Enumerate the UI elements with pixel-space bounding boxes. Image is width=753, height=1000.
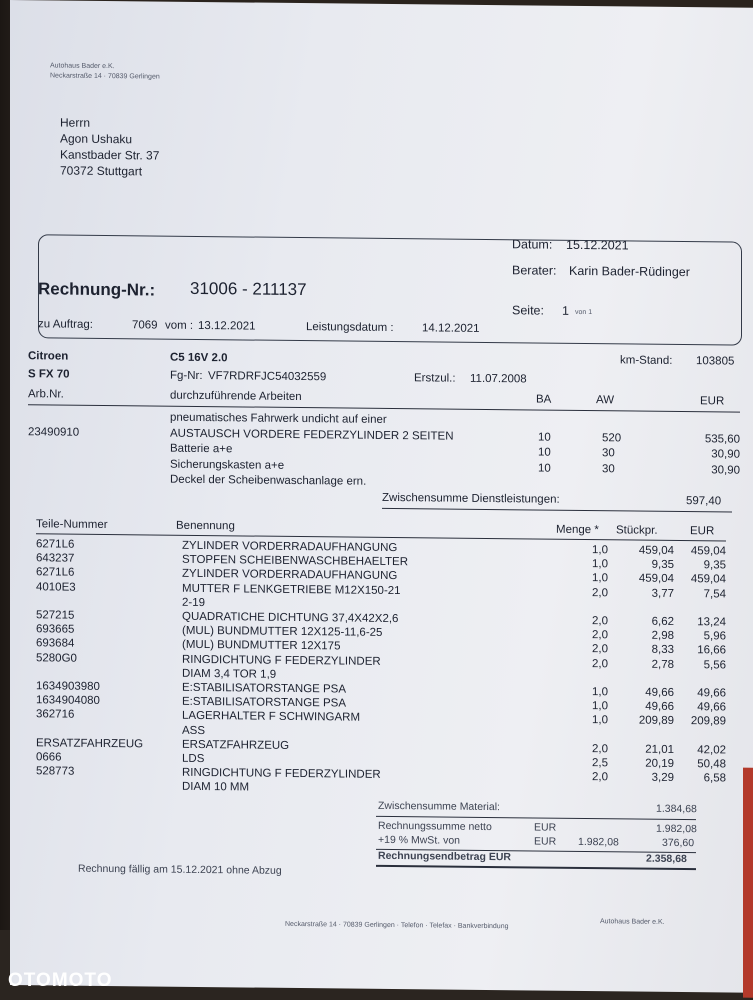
labor-header-rule: [28, 404, 740, 412]
recipient-city: 70372 Stuttgart: [60, 163, 143, 179]
parts-cell-eur: 459,04: [690, 545, 726, 558]
advisor-label: Berater:: [512, 263, 557, 278]
parts-cell-qty: 1,0: [592, 558, 608, 571]
parts-header-name: Benennung: [176, 519, 235, 533]
labor-cell-aw: 30: [602, 462, 615, 475]
parts-cell-qty: 2,0: [592, 657, 608, 670]
parts-cell-qty: 2,0: [592, 586, 608, 599]
parts-cell-name: QUADRATICHE DICHTUNG 37,4X42X2,6: [182, 610, 399, 626]
parts-cell-eur: 49,66: [697, 687, 726, 700]
vat-label: +19 % MwSt. von: [378, 833, 460, 847]
parts-cell-name: E:STABILISATORSTANGE PSA: [182, 695, 347, 710]
labor-cell-ba: 10: [538, 431, 551, 444]
page-suffix: von 1: [575, 308, 593, 317]
invoice-date: 15.12.2021: [566, 237, 629, 253]
labor-header-art: Arb.Nr.: [28, 388, 64, 401]
vat-currency: EUR: [534, 835, 557, 848]
parts-cell-no: 527215: [36, 609, 75, 622]
labor-cell-eur: 30,90: [711, 463, 740, 477]
parts-cell-qty: 1,0: [592, 686, 608, 699]
parts-cell-no: 4010E3: [36, 580, 76, 594]
parts-cell-name: ASS: [182, 724, 206, 737]
labor-cell-desc: pneumatisches Fahrwerk undicht auf einer: [170, 411, 387, 426]
recipient-salutation: Herrn: [60, 115, 91, 130]
parts-cell-qty: 1,0: [592, 700, 608, 713]
footer-line: Neckarstraße 14 · 70839 Gerlingen · Telefon · Telefax · Bankverbindung: [285, 920, 509, 931]
sender-line-2: Neckarstraße 14 · 70839 Gerlingen: [50, 72, 160, 81]
parts-cell-qty: 1,0: [592, 714, 608, 727]
parts-cell-unit: 3,29: [651, 771, 674, 785]
order-number: 7069: [132, 319, 158, 332]
labor-cell-eur: 535,60: [704, 432, 740, 446]
parts-cell-no: 6271L6: [36, 566, 75, 580]
parts-cell-qty: 2,0: [592, 629, 608, 642]
parts-cell-eur: 13,24: [697, 616, 726, 629]
parts-cell-unit: 49,66: [645, 686, 674, 699]
gross-label: Rechnungsendbetrag EUR: [378, 849, 512, 864]
parts-cell-name: RINGDICHTUNG F FEDERZYLINDER: [182, 766, 381, 782]
recipient-street: Kanstbader Str. 37: [60, 147, 160, 163]
parts-cell-no: 362716: [36, 708, 75, 722]
order-date-label: vom :: [165, 319, 194, 332]
parts-cell-unit: 459,04: [638, 544, 674, 557]
labor-subtotal-rule: [382, 508, 732, 513]
parts-cell-name: (MUL) BUNDMUTTER 12X125-11,6-25: [182, 624, 383, 640]
labor-header-eur: EUR: [700, 395, 725, 408]
service-date: 14.12.2021: [422, 322, 480, 335]
parts-cell-qty: 2,5: [592, 757, 608, 770]
parts-cell-qty: 2,0: [592, 643, 608, 656]
parts-cell-unit: 49,66: [645, 700, 674, 714]
vin-value: VF7RDRFJC54032559: [208, 370, 327, 384]
vehicle-model: C5 16V 2.0: [170, 351, 228, 365]
parts-header-no: Teile-Nummer: [36, 518, 108, 532]
parts-cell-name: ERSATZFAHRZEUG: [182, 738, 290, 752]
page-label: Seite:: [512, 303, 544, 318]
order-date: 13.12.2021: [198, 319, 256, 333]
parts-cell-no: 528773: [36, 765, 75, 778]
parts-cell-eur: 42,02: [697, 743, 726, 757]
parts-cell-name: LAGERHALTER F SCHWINGARM: [182, 710, 361, 725]
net-currency: EUR: [534, 821, 557, 834]
parts-cell-name: RINGDICHTUNG F FEDERZYLINDER: [182, 653, 381, 668]
parts-cell-no: 6271L6: [36, 538, 75, 551]
parts-cell-unit: 209,89: [638, 714, 674, 728]
parts-cell-name: MUTTER F LENKGETRIEBE M12X150-21: [182, 582, 401, 597]
parts-cell-name: E:STABILISATORSTANGE PSA: [182, 681, 347, 696]
labor-cell-desc: Sicherungskasten a+e: [170, 458, 285, 472]
parts-cell-qty: 1,0: [592, 544, 608, 557]
material-subtotal: 1.384,68: [656, 802, 697, 816]
parts-cell-unit: 2,78: [651, 658, 674, 671]
parts-cell-eur: 209,89: [690, 715, 726, 728]
date-label: Datum:: [512, 237, 553, 252]
parts-cell-eur: 16,66: [697, 644, 726, 657]
footer-company: Autohaus Bader e.K.: [600, 918, 665, 926]
parts-cell-qty: 2,0: [592, 771, 608, 784]
invoice-paper: [10, 0, 753, 993]
labor-cell-aw: 520: [602, 431, 622, 444]
otomoto-watermark: OTOMOTO: [8, 970, 113, 991]
parts-cell-name: DIAM 3,4 TOR 1,9: [182, 667, 277, 681]
sender-line-1: Autohaus Bader e.K.: [50, 62, 115, 71]
labor-subtotal-label: Zwischensumme Dienstleistungen:: [382, 491, 560, 506]
labor-cell-ba: 10: [538, 462, 551, 475]
vat-amount: 376,60: [662, 836, 695, 850]
labor-cell-eur: 30,90: [711, 448, 740, 461]
parts-cell-name: 2-19: [182, 596, 206, 609]
parts-cell-name: ZYLINDER VORDERRADAUFHANGUNG: [182, 568, 398, 583]
parts-cell-eur: 6,58: [703, 772, 726, 785]
parts-cell-name: STOPFEN SCHEIBENWASCHBEHAELTER: [182, 553, 408, 569]
red-edge: [743, 768, 753, 998]
labor-subtotal: 597,40: [686, 495, 722, 508]
parts-cell-unit: 9,35: [651, 558, 674, 572]
material-subtotal-label: Zwischensumme Material:: [378, 799, 500, 814]
net-total: 1.982,08: [656, 822, 697, 836]
labor-header-ba: BA: [536, 393, 552, 406]
parts-cell-unit: 20,19: [645, 757, 674, 770]
registration-date: 11.07.2008: [470, 372, 527, 386]
parts-cell-eur: 459,04: [690, 573, 726, 586]
advisor-name: Karin Bader-Rüdinger: [569, 263, 690, 280]
service-date-label: Leistungsdatum :: [306, 321, 394, 335]
parts-header-eur: EUR: [690, 525, 715, 538]
parts-cell-name: LDS: [182, 752, 205, 766]
parts-cell-unit: 3,77: [651, 587, 674, 600]
parts-cell-name: ZYLINDER VORDERRADAUFHANGUNG: [182, 539, 398, 555]
parts-cell-eur: 50,48: [697, 758, 726, 771]
labor-cell-desc: Deckel der Scheibenwaschanlage ern.: [170, 473, 367, 488]
km-label: km-Stand:: [620, 354, 673, 367]
parts-cell-eur: 49,66: [697, 701, 726, 714]
parts-cell-qty: 2,0: [592, 742, 608, 756]
vin-label: Fg-Nr:: [170, 369, 203, 383]
invoice-number-label: Rechnung-Nr.:: [38, 279, 156, 300]
parts-cell-no: 1634903980: [36, 680, 100, 693]
vehicle-plate: S FX 70: [28, 368, 70, 381]
registration-label: Erstzul.:: [414, 372, 456, 385]
parts-cell-no: 0666: [36, 751, 62, 764]
gross-rule: [376, 865, 696, 870]
parts-cell-eur: 7,54: [703, 587, 726, 601]
parts-cell-eur: 5,96: [703, 630, 726, 643]
parts-cell-unit: 459,04: [638, 572, 674, 586]
parts-cell-qty: 2,0: [592, 615, 608, 628]
labor-header-desc: durchzuführende Arbeiten: [170, 389, 302, 404]
parts-cell-unit: 8,33: [651, 644, 674, 657]
parts-cell-unit: 6,62: [651, 615, 674, 628]
invoice-number: 31006 - 211137: [190, 278, 307, 300]
recipient-name: Agon Ushaku: [60, 131, 133, 147]
parts-cell-no: ERSATZFAHRZEUG: [36, 737, 144, 751]
parts-cell-no: 1634904080: [36, 694, 100, 708]
labor-cell-art: 23490910: [28, 425, 80, 439]
labor-cell-aw: 30: [602, 447, 615, 460]
labor-header-aw: AW: [596, 394, 615, 407]
parts-cell-name: DIAM 10 MM: [182, 781, 250, 794]
parts-cell-no: 693665: [36, 623, 75, 636]
order-label: zu Auftrag:: [38, 318, 93, 331]
vehicle-make: Citroen: [28, 350, 69, 363]
labor-cell-ba: 10: [538, 446, 551, 459]
parts-cell-eur: 9,35: [703, 559, 726, 572]
parts-cell-unit: 2,98: [651, 629, 674, 643]
gross-total: 2.358,68: [646, 852, 687, 866]
parts-cell-no: 643237: [36, 552, 75, 565]
net-label: Rechnungssumme netto: [378, 819, 492, 834]
parts-cell-no: 5280G0: [36, 651, 77, 665]
parts-cell-unit: 21,01: [645, 743, 674, 756]
vat-base: 1.982,08: [578, 835, 619, 849]
km-value: 103805: [696, 355, 735, 368]
page-number: 1: [562, 303, 569, 318]
due-note: Rechnung fällig am 15.12.2021 ohne Abzug: [78, 862, 282, 877]
parts-cell-no: 693684: [36, 637, 75, 651]
parts-header-qty: Menge *: [556, 523, 599, 537]
parts-header-unit: Stückpr.: [616, 524, 658, 537]
parts-cell-qty: 1,0: [592, 572, 608, 585]
parts-cell-eur: 5,56: [703, 658, 726, 672]
labor-cell-desc: AUSTAUSCH VORDERE FEDERZYLINDER 2 SEITEN: [170, 427, 454, 443]
parts-cell-name: (MUL) BUNDMUTTER 12X175: [182, 639, 341, 653]
labor-cell-desc: Batterie a+e: [170, 442, 233, 456]
